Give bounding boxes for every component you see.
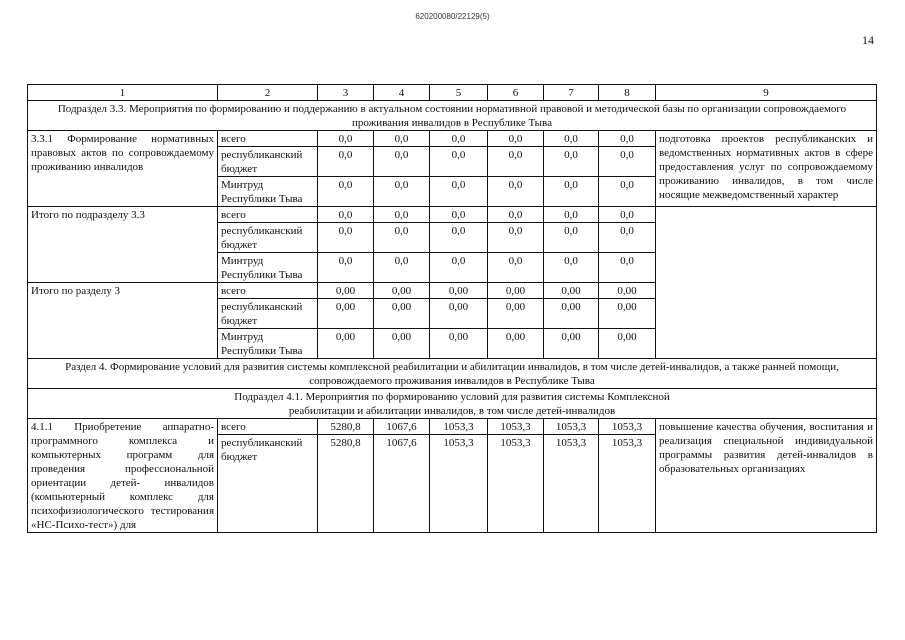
column-number: 6 <box>488 85 544 101</box>
amount-cell: 0,0 <box>488 253 544 283</box>
funding-source: республиканский бюджет <box>218 299 318 329</box>
amount-cell: 1053,3 <box>430 419 488 435</box>
measure-4-1-1-result: повышение качества обучения, воспитания и реализация специальной индивидуальной программы развития детей-инвалидов в образовательных организациях <box>656 419 877 533</box>
amount-cell: 0,0 <box>599 207 656 223</box>
amount-cell: 1053,3 <box>488 419 544 435</box>
empty-result-cell <box>656 207 877 359</box>
amount-cell: 0,0 <box>430 147 488 177</box>
amount-cell: 0,0 <box>430 207 488 223</box>
amount-cell: 0,0 <box>374 147 430 177</box>
subsection-4-1-title: Подраздел 4.1. Мероприятия по формированию условий для развития системы Комплексной реабилитации и абилитации инвалидов, в том числе детей-инвалидов <box>28 389 877 419</box>
section-heading-row <box>28 359 877 389</box>
column-number: 4 <box>374 85 430 101</box>
funding-source: Минтруд Республики Тыва <box>218 177 318 207</box>
amount-cell: 1053,3 <box>544 435 599 533</box>
column-number: 2 <box>218 85 318 101</box>
program-table <box>27 84 877 533</box>
amount-cell: 0,0 <box>318 131 374 147</box>
amount-cell: 0,0 <box>318 147 374 177</box>
column-number: 1 <box>28 85 218 101</box>
amount-cell: 0,00 <box>430 283 488 299</box>
amount-cell: 0,0 <box>430 223 488 253</box>
amount-cell: 0,00 <box>430 329 488 359</box>
amount-cell: 0,0 <box>374 253 430 283</box>
amount-cell: 0,0 <box>599 253 656 283</box>
amount-cell: 0,00 <box>544 283 599 299</box>
amount-cell: 0,0 <box>544 253 599 283</box>
amount-cell: 0,0 <box>544 147 599 177</box>
amount-cell: 1053,3 <box>599 419 656 435</box>
amount-cell: 0,0 <box>318 223 374 253</box>
measure-4-1-1-label: 4.1.1 Приобретение аппаратно-программного комплекса и компьютерных программ для проведения профессиональной ориентации детей- инвалидов (компьютерный комплекс для психофизиологического тестирования «НС-Психо-тест») для <box>28 419 218 533</box>
funding-source: республиканский бюджет <box>218 147 318 177</box>
amount-cell: 0,00 <box>318 283 374 299</box>
amount-cell: 1053,3 <box>488 435 544 533</box>
funding-source: республиканский бюджет <box>218 223 318 253</box>
amount-cell: 1053,3 <box>599 435 656 533</box>
amount-cell: 0,00 <box>374 299 430 329</box>
amount-cell: 0,0 <box>488 147 544 177</box>
amount-cell: 0,00 <box>599 283 656 299</box>
section-4-title: Раздел 4. Формирование условий для развития системы комплексной реабилитации и абилитации инвалидов, в том числе детей-инвалидов, а также ранней помощи, сопровождаемого проживания инвалидов в Республике Тыва <box>28 359 877 389</box>
subsection-heading-row <box>28 101 877 131</box>
amount-cell: 0,0 <box>544 131 599 147</box>
amount-cell: 0,0 <box>430 253 488 283</box>
document-id: 620200080/22129(5) <box>415 12 490 21</box>
amount-cell: 0,00 <box>488 329 544 359</box>
subsection-3-3-total-label: Итого по подразделу 3.3 <box>28 207 218 283</box>
amount-cell: 5280,8 <box>318 435 374 533</box>
amount-cell: 0,0 <box>599 223 656 253</box>
column-number: 7 <box>544 85 599 101</box>
table-row <box>28 207 877 223</box>
funding-source: всего <box>218 131 318 147</box>
amount-cell: 0,00 <box>374 283 430 299</box>
amount-cell: 0,0 <box>488 223 544 253</box>
amount-cell: 0,0 <box>318 207 374 223</box>
amount-cell: 0,00 <box>318 329 374 359</box>
amount-cell: 1067,6 <box>374 419 430 435</box>
amount-cell: 0,00 <box>544 329 599 359</box>
amount-cell: 0,0 <box>374 223 430 253</box>
column-number: 9 <box>656 85 877 101</box>
funding-source: республиканский бюджет <box>218 435 318 533</box>
amount-cell: 0,0 <box>374 177 430 207</box>
amount-cell: 1053,3 <box>544 419 599 435</box>
amount-cell: 1053,3 <box>430 435 488 533</box>
funding-source: всего <box>218 419 318 435</box>
amount-cell: 0,0 <box>318 253 374 283</box>
amount-cell: 5280,8 <box>318 419 374 435</box>
amount-cell: 0,0 <box>599 177 656 207</box>
amount-cell: 0,00 <box>544 299 599 329</box>
column-number: 3 <box>318 85 374 101</box>
amount-cell: 0,0 <box>488 207 544 223</box>
amount-cell: 0,0 <box>318 177 374 207</box>
subsection-heading-row <box>28 389 877 419</box>
section-3-total-label: Итого по разделу 3 <box>28 283 218 359</box>
amount-cell: 0,0 <box>430 177 488 207</box>
measure-3-3-1-label: 3.3.1 Формирование нормативных правовых актов по сопровождаемому проживанию инвалидов <box>28 131 218 207</box>
amount-cell: 0,0 <box>544 207 599 223</box>
column-number: 8 <box>599 85 656 101</box>
column-number-row <box>28 85 877 101</box>
page-number: 14 <box>862 33 874 47</box>
amount-cell: 0,00 <box>599 329 656 359</box>
amount-cell: 0,0 <box>544 177 599 207</box>
amount-cell: 0,00 <box>430 299 488 329</box>
amount-cell: 0,0 <box>599 147 656 177</box>
amount-cell: 0,0 <box>599 131 656 147</box>
amount-cell: 1067,6 <box>374 435 430 533</box>
amount-cell: 0,0 <box>430 131 488 147</box>
amount-cell: 0,0 <box>544 223 599 253</box>
amount-cell: 0,00 <box>599 299 656 329</box>
column-number: 5 <box>430 85 488 101</box>
subsection-3-3-title: Подраздел 3.3. Мероприятия по формированию и поддержанию в актуальном состоянии нормативной правовой и методической базы по организации сопровождаемого проживания инвалидов в Республике Тыва <box>28 101 877 131</box>
amount-cell: 0,0 <box>488 131 544 147</box>
table-row <box>28 419 877 435</box>
amount-cell: 0,0 <box>488 177 544 207</box>
amount-cell: 0,00 <box>488 299 544 329</box>
funding-source: Минтруд Республики Тыва <box>218 329 318 359</box>
funding-source: всего <box>218 283 318 299</box>
amount-cell: 0,00 <box>488 283 544 299</box>
measure-3-3-1-result: подготовка проектов республиканских и ведомственных нормативных актов в сфере предоставления услуг по сопровождаемому проживанию инвалидов, в том числе носящие межведомственный характер <box>656 131 877 207</box>
amount-cell: 0,0 <box>374 207 430 223</box>
table-row <box>28 131 877 147</box>
amount-cell: 0,00 <box>318 299 374 329</box>
funding-source: Минтруд Республики Тыва <box>218 253 318 283</box>
amount-cell: 0,0 <box>374 131 430 147</box>
amount-cell: 0,00 <box>374 329 430 359</box>
funding-source: всего <box>218 207 318 223</box>
